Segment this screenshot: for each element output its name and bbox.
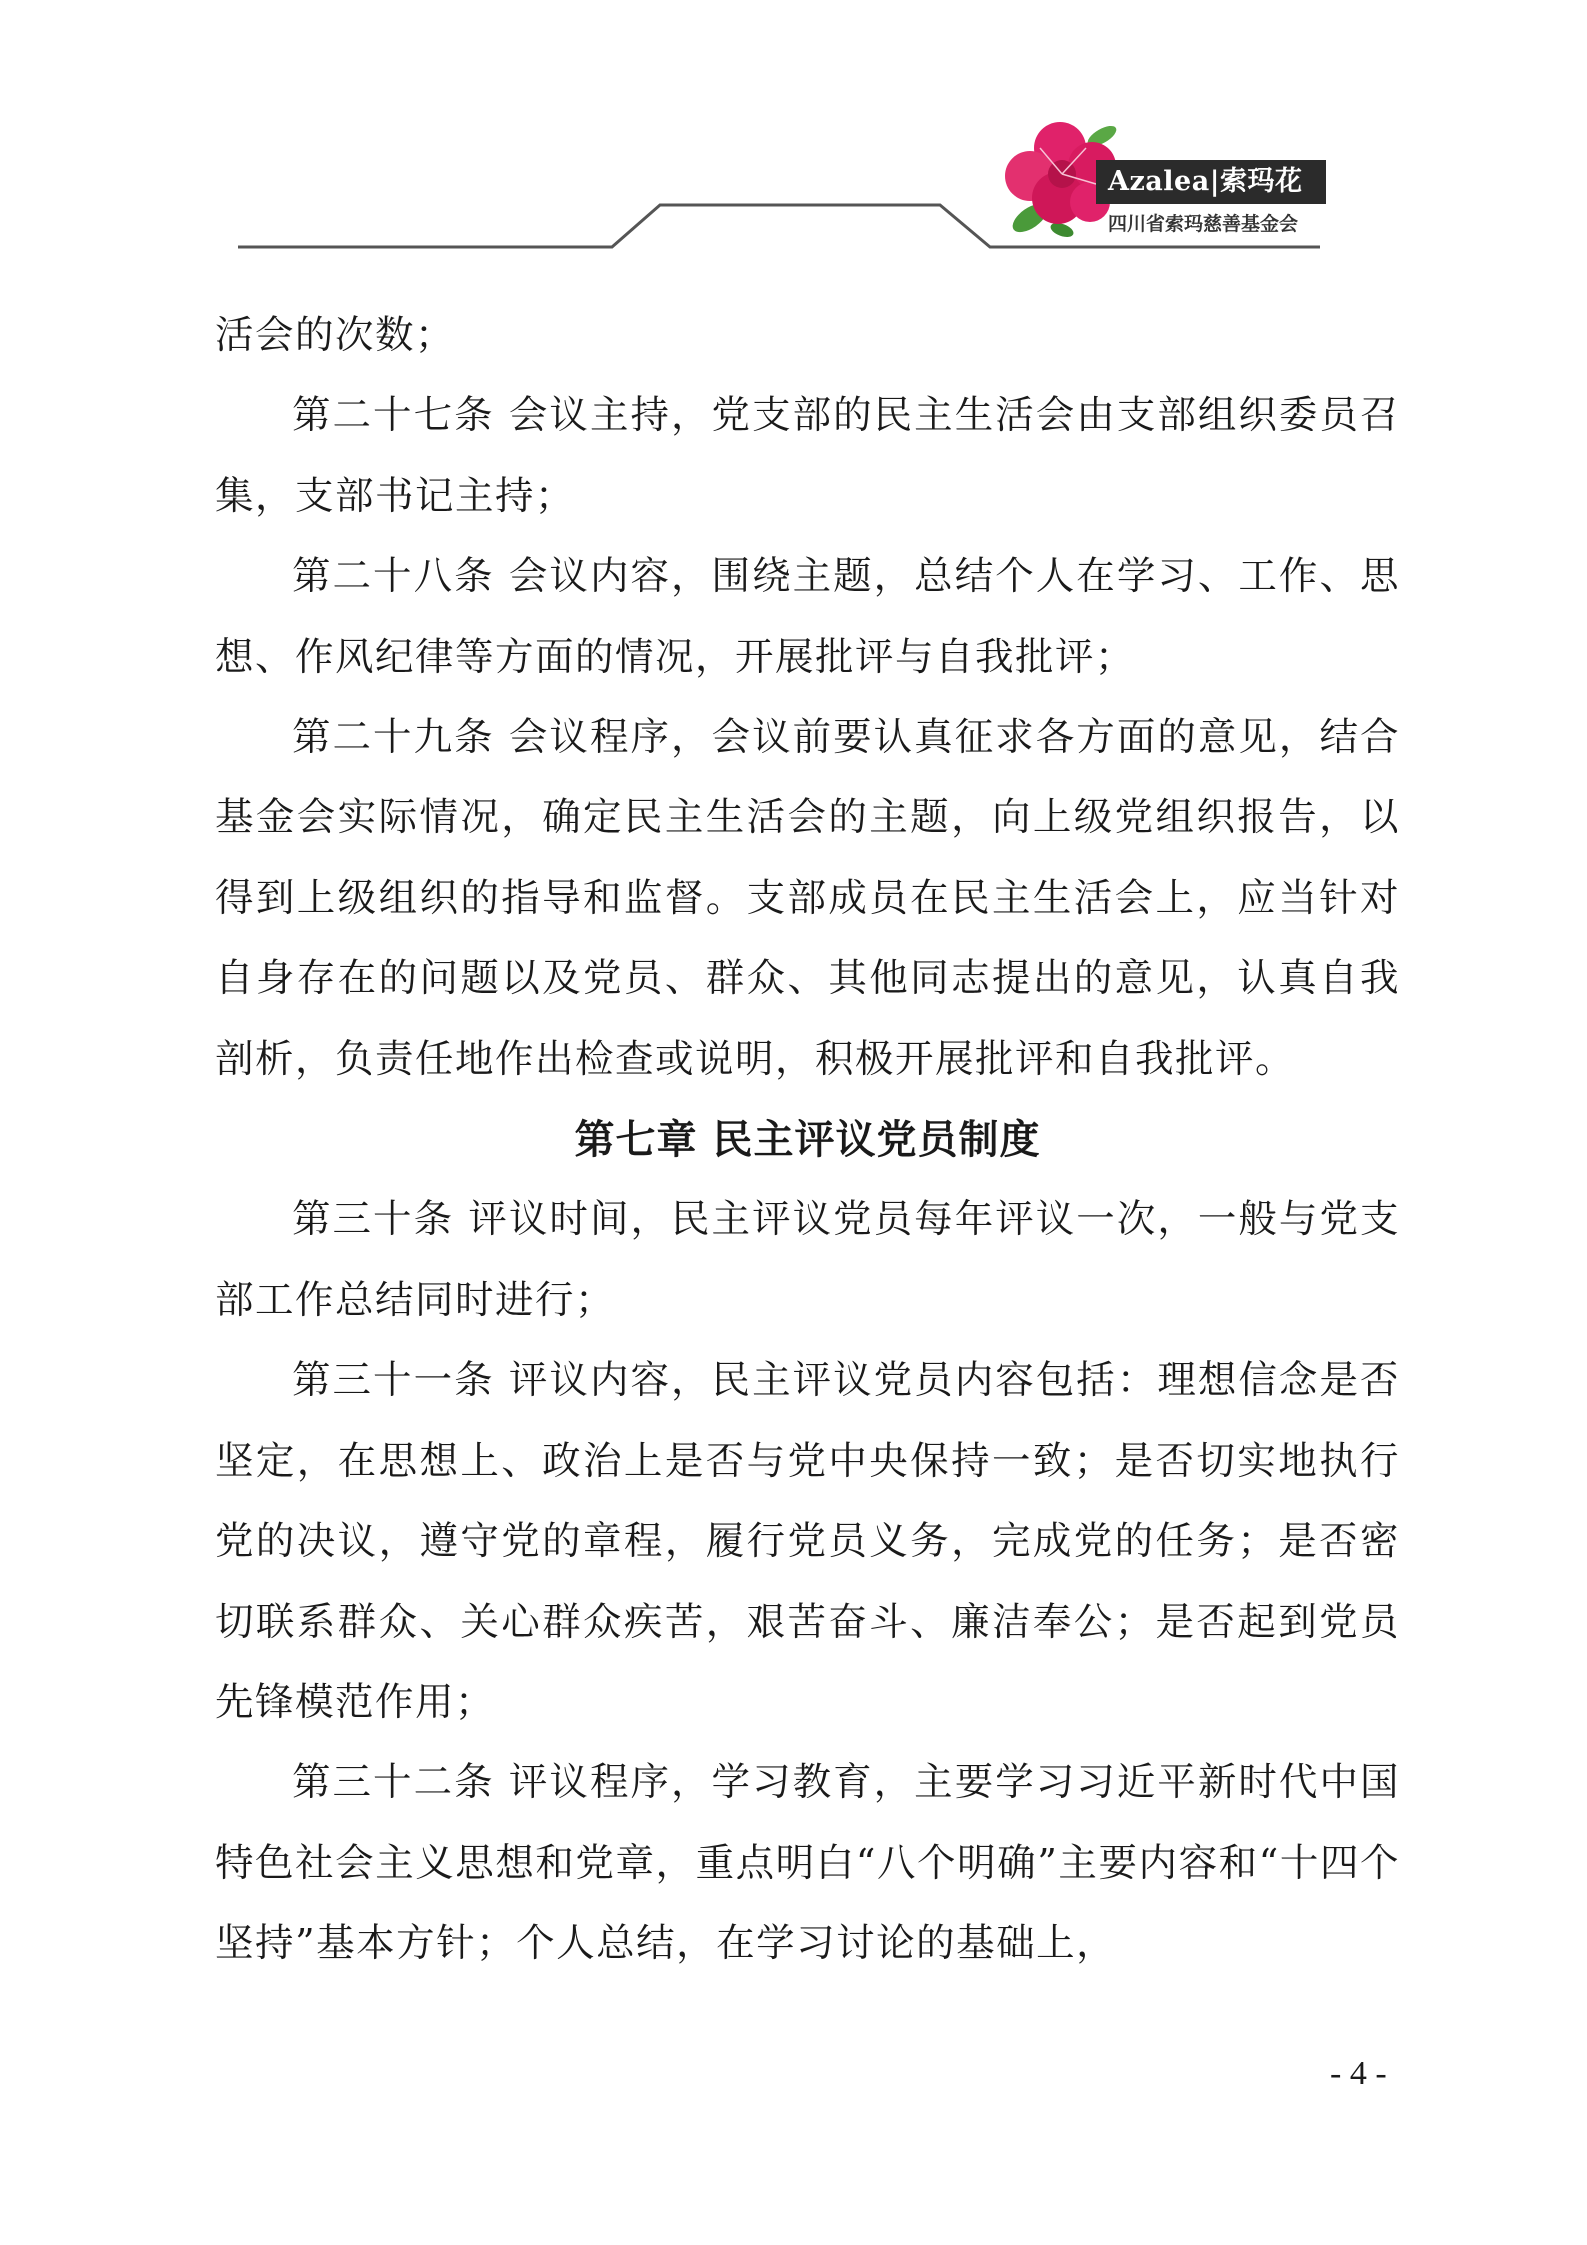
logo-brand-text: Azalea|索玛花 (1096, 160, 1326, 204)
header-divider (0, 0, 1587, 260)
document-body (215, 296, 1400, 1985)
foundation-logo (1000, 118, 1330, 246)
article-29: 第二十九条 会议程序，会议前要认真征求各方面的意见，结合基金会实际情况，确定民主生活会的主题，向上级党组织报告，以得到上级组织的指导和监督。支部成员在民主生活会上，应当针对自身存在的问题以及党员、群众、其他同志提出的意见，认真自我剖析，负责任地作出检查或说明，积极开展批评和自我批评。 (215, 715, 1400, 1082)
article-27: 第二十七条 会议主持，党支部的民主生活会由支部组织委员召集，支部书记主持； (215, 393, 1400, 519)
article-31: 第三十一条 评议内容，民主评议党员内容包括：理想信念是否坚定，在思想上、政治上是否与党中央保持一致；是否切实地执行党的决议，遵守党的章程，履行党员义务，完成党的任务；是否密切联系群众、关心群众疾苦，艰苦奋斗、廉洁奉公；是否起到党员先锋模范作用； (215, 1358, 1400, 1725)
article-32: 第三十二条 评议程序，学习教育，主要学习习近平新时代中国特色社会主义思想和党章，重点明白“八个明确”主要内容和“十四个坚持”基本方针；个人总结，在学习讨论的基础上， (215, 1760, 1400, 1967)
chapter-7-title: 第七章 民主评议党员制度 (574, 1117, 1041, 1164)
article-28: 第二十八条 会议内容，围绕主题，总结个人在学习、工作、思想、作风纪律等方面的情况，开展批评与自我批评； (215, 554, 1400, 680)
paragraph-continuation: 活会的次数； (215, 313, 456, 358)
logo-org-name: 四川省索玛慈善基金会 (1108, 213, 1299, 235)
page-number: - 4 - (1330, 2055, 1387, 2092)
article-30: 第三十条 评议时间，民主评议党员每年评议一次，一般与党支部工作总结同时进行； (215, 1197, 1400, 1323)
